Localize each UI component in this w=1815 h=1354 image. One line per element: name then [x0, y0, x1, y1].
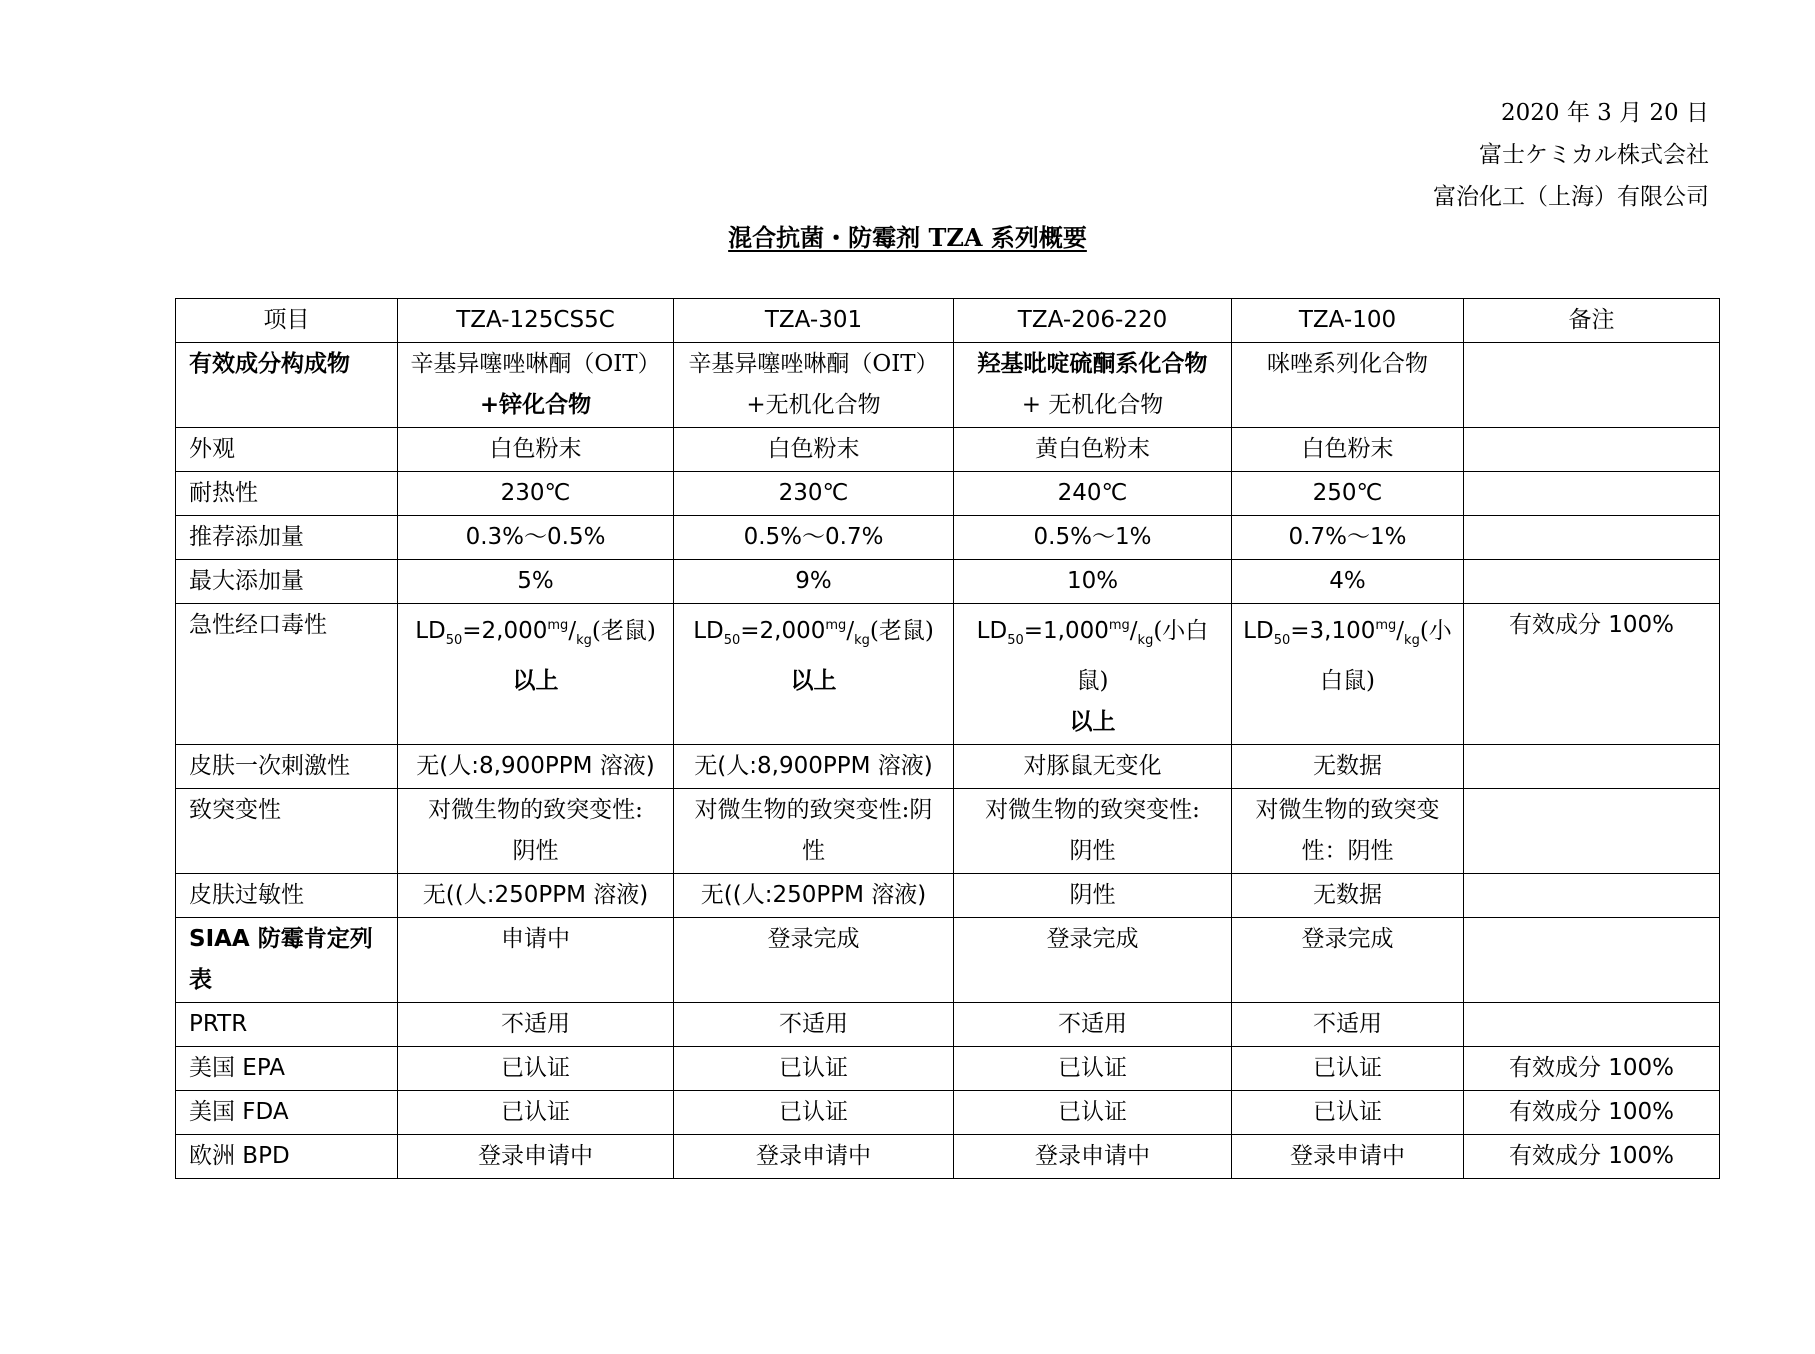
cell-line: + 无机化合物 [1021, 392, 1164, 418]
ld50-value: $LD_{50}=2,000^{mg}/_{kg}$(老鼠) [415, 618, 656, 648]
table-cell: 已认证 [398, 1047, 674, 1091]
ld-subscript: 50 [1273, 633, 1291, 648]
table-cell: 不适用 [954, 1003, 1232, 1047]
table-cell: 无((人:250PPM 溶液) [674, 874, 954, 918]
remark-cell [1464, 343, 1720, 428]
unit-kg: kg [1404, 633, 1420, 648]
table-cell: 0.3%～0.5% [398, 516, 674, 560]
row-label: 皮肤过敏性 [176, 874, 398, 918]
row-label: 最大添加量 [176, 560, 398, 604]
product-spec-table [175, 298, 1720, 1179]
table-row [176, 1135, 1720, 1179]
table-cell: 230℃ [398, 472, 674, 516]
test-animal: (老鼠) [591, 618, 656, 644]
remark-cell: 有效成分 100% [1464, 1091, 1720, 1135]
table-cell [398, 604, 674, 745]
cell-line: 白鼠) [1320, 668, 1375, 694]
table-cell: 白色粉末 [674, 428, 954, 472]
table-cell: 已认证 [674, 1047, 954, 1091]
company-name-cn: 富治化工（上海）有限公司 [1433, 184, 1709, 210]
unit-mg: mg [547, 618, 569, 633]
table-cell: 230℃ [674, 472, 954, 516]
table-cell [1232, 604, 1464, 745]
header-remarks: 备注 [1464, 299, 1720, 343]
table-cell: 240℃ [954, 472, 1232, 516]
table-cell: 已认证 [398, 1091, 674, 1135]
table-cell: 已认证 [954, 1047, 1232, 1091]
cell-line: 阴性 [1069, 838, 1116, 864]
cell-line: 对微生物的致突变 [1255, 797, 1440, 823]
table-cell: 已认证 [674, 1091, 954, 1135]
table-cell: 9% [674, 560, 954, 604]
row-label: 推荐添加量 [176, 516, 398, 560]
cell-line: +无机化合物 [746, 392, 881, 418]
row-label: 美国 EPA [176, 1047, 398, 1091]
row-label: 急性经口毒性 [176, 604, 398, 745]
table-cell: 登录完成 [1232, 918, 1464, 1003]
table-cell: 登录申请中 [398, 1135, 674, 1179]
table-cell: 无(人:8,900PPM 溶液) [398, 745, 674, 789]
ld-text: LD [693, 618, 724, 644]
table-cell [398, 343, 674, 428]
unit-mg: mg [1375, 618, 1397, 633]
cell-line: 对微生物的致突变性:阴 [694, 797, 933, 823]
row-label: SIAA 防霉肯定列表 [176, 918, 398, 1003]
row-label: 有效成分构成物 [176, 343, 398, 428]
table-row [176, 472, 1720, 516]
table-cell: 无数据 [1232, 745, 1464, 789]
table-cell: 登录申请中 [674, 1135, 954, 1179]
ld-subscript: 50 [445, 633, 463, 648]
table-row [176, 560, 1720, 604]
table-row [176, 604, 1720, 745]
table-cell: 白色粉末 [398, 428, 674, 472]
document-header [1433, 92, 1709, 218]
ld50-value: $LD_{50}=2,000^{mg}/_{kg}$(老鼠) [693, 618, 934, 648]
table-header-row [176, 299, 1720, 343]
document-date: 2020 年 3 月 20 日 [1501, 100, 1709, 126]
cell-line: 以上 [790, 668, 837, 694]
remark-cell [1464, 745, 1720, 789]
ld-subscript: 50 [723, 633, 741, 648]
table-row [176, 1047, 1720, 1091]
ld50-value: $LD_{50}=1,000^{mg}/_{kg}$(小白鼠) [976, 618, 1209, 694]
ld-text: LD [415, 618, 446, 644]
table-cell [674, 604, 954, 745]
table-cell [954, 604, 1232, 745]
table-row [176, 745, 1720, 789]
table-cell: 已认证 [1232, 1047, 1464, 1091]
ld-text: LD [976, 618, 1008, 644]
table-cell: 阴性 [954, 874, 1232, 918]
table-row [176, 516, 1720, 560]
remark-cell [1464, 516, 1720, 560]
test-animal: (小 [1419, 618, 1452, 644]
company-name-jp: 富士ケミカル株式会社 [1479, 142, 1709, 168]
cell-line: 阴性 [512, 838, 559, 864]
table-cell: 不适用 [398, 1003, 674, 1047]
document-title: 混合抗菌・防霉剂 TZA 系列概要 [728, 223, 1087, 252]
table-row [176, 428, 1720, 472]
cell-line: 性：阴性 [1301, 838, 1394, 864]
table-cell: 5% [398, 560, 674, 604]
table-cell: 白色粉末 [1232, 428, 1464, 472]
table-cell: 0.5%～1% [954, 516, 1232, 560]
row-label: PRTR [176, 1003, 398, 1047]
table-cell: 对豚鼠无变化 [954, 745, 1232, 789]
remark-cell [1464, 789, 1720, 874]
table-row [176, 874, 1720, 918]
remark-cell [1464, 428, 1720, 472]
table-cell [1232, 789, 1464, 874]
table-cell [674, 789, 954, 874]
ld-number: =1,000 [1023, 618, 1109, 644]
test-animal: (小白鼠) [1076, 618, 1209, 694]
table-cell: 登录申请中 [954, 1135, 1232, 1179]
table-cell [398, 789, 674, 874]
table-cell: 已认证 [1232, 1091, 1464, 1135]
remark-cell: 有效成分 100% [1464, 604, 1720, 745]
table-row [176, 918, 1720, 1003]
cell-line: 羟基吡啶硫酮系化合物 [977, 351, 1208, 377]
table-cell: 登录完成 [674, 918, 954, 1003]
table-cell [954, 343, 1232, 428]
cell-line: 以上 [1069, 709, 1116, 735]
ld50-value: $LD_{50}=3,100^{mg}/_{kg}$(小 [1243, 618, 1452, 648]
table-cell: 已认证 [954, 1091, 1232, 1135]
header-tza-100: TZA-100 [1232, 299, 1464, 343]
table-cell [954, 789, 1232, 874]
row-label: 欧洲 BPD [176, 1135, 398, 1179]
table-cell: 申请中 [398, 918, 674, 1003]
row-label: 美国 FDA [176, 1091, 398, 1135]
header-tza-301: TZA-301 [674, 299, 954, 343]
cell-line: 辛基异噻唑啉酮（OIT） [410, 351, 661, 377]
table-cell: 250℃ [1232, 472, 1464, 516]
table-row [176, 1091, 1720, 1135]
row-label: 皮肤一次刺激性 [176, 745, 398, 789]
table-cell: 无(人:8,900PPM 溶液) [674, 745, 954, 789]
unit-kg: kg [1137, 633, 1154, 648]
table-cell: 无数据 [1232, 874, 1464, 918]
ld-number: =2,000 [740, 618, 826, 644]
ld-subscript: 50 [1007, 633, 1024, 648]
unit-kg: kg [576, 633, 592, 648]
table-cell: 登录完成 [954, 918, 1232, 1003]
table-cell: 不适用 [674, 1003, 954, 1047]
cell-line: 咪唑系列化合物 [1267, 351, 1428, 377]
table-cell [1232, 343, 1464, 428]
remark-cell [1464, 918, 1720, 1003]
table-cell: 10% [954, 560, 1232, 604]
cell-line: 对微生物的致突变性: [428, 797, 643, 823]
unit-mg: mg [1108, 618, 1130, 633]
table-cell: 黄白色粉末 [954, 428, 1232, 472]
cell-line: 以上 [512, 668, 559, 694]
table-cell: 登录申请中 [1232, 1135, 1464, 1179]
remark-cell: 有效成分 100% [1464, 1047, 1720, 1091]
table-cell [674, 343, 954, 428]
cell-line: 性 [802, 838, 825, 864]
table-row [176, 343, 1720, 428]
table-row [176, 1003, 1720, 1047]
cell-line: 辛基异噻唑啉酮（OIT） [688, 351, 939, 377]
test-animal: (老鼠) [869, 618, 934, 644]
row-label: 耐热性 [176, 472, 398, 516]
table-cell: 0.5%～0.7% [674, 516, 954, 560]
table-cell: 不适用 [1232, 1003, 1464, 1047]
table-row [176, 789, 1720, 874]
header-tza-206-220: TZA-206-220 [954, 299, 1232, 343]
header-tza-125cs5c: TZA-125CS5C [398, 299, 674, 343]
cell-line: 对微生物的致突变性: [985, 797, 1200, 823]
remark-cell: 有效成分 100% [1464, 1135, 1720, 1179]
table-cell: 无((人:250PPM 溶液) [398, 874, 674, 918]
row-label: 外观 [176, 428, 398, 472]
remark-cell [1464, 1003, 1720, 1047]
ld-number: =3,100 [1290, 618, 1376, 644]
row-label: 致突变性 [176, 789, 398, 874]
cell-line: +锌化合物 [479, 392, 592, 418]
remark-cell [1464, 560, 1720, 604]
table-cell: 0.7%～1% [1232, 516, 1464, 560]
table-cell: 4% [1232, 560, 1464, 604]
unit-mg: mg [825, 618, 847, 633]
unit-kg: kg [854, 633, 870, 648]
remark-cell [1464, 874, 1720, 918]
header-item: 项目 [176, 299, 398, 343]
ld-text: LD [1243, 618, 1274, 644]
remark-cell [1464, 472, 1720, 516]
ld-number: =2,000 [462, 618, 548, 644]
